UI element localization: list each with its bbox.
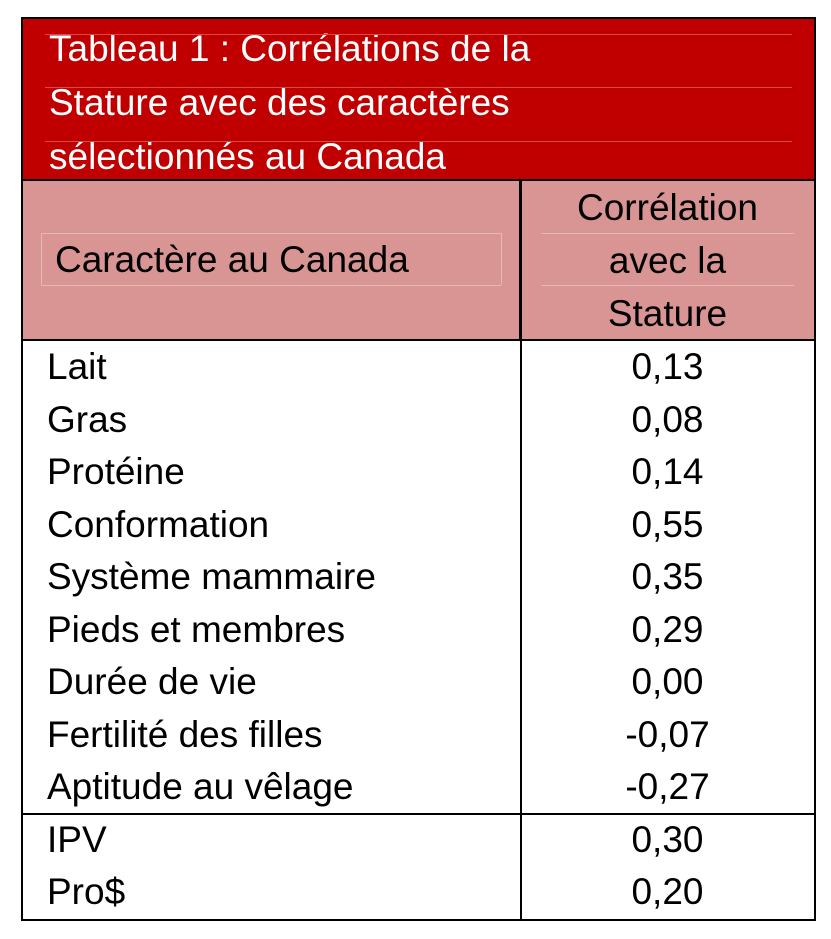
correlation-value: 0,00 <box>631 661 704 702</box>
trait-name: Système mammaire <box>47 556 376 597</box>
header-guide-line <box>541 233 794 234</box>
trait-name: Protéine <box>47 451 185 492</box>
table-row <box>23 394 814 447</box>
correlation-value: 0,55 <box>631 503 704 545</box>
header-correlation-cell <box>521 181 814 339</box>
correlation-table <box>21 17 816 921</box>
header-trait-label: Caractère au Canada <box>55 239 409 280</box>
trait-name: Lait <box>47 346 107 387</box>
table-body <box>23 341 814 919</box>
correlation-value: 0,30 <box>631 818 704 860</box>
correlation-value: -0,27 <box>625 766 710 807</box>
trait-name: Gras <box>47 398 128 440</box>
correlation-value: 0,14 <box>631 451 704 492</box>
title-line-1: Tableau 1 : Corrélations de la <box>49 28 531 69</box>
index-name: Pro$ <box>47 871 126 912</box>
title-guide-line <box>45 34 792 35</box>
table-row <box>23 551 814 604</box>
table-row <box>23 656 814 709</box>
header-correlation-line-2: avec la <box>608 240 727 281</box>
index-row <box>23 814 814 867</box>
table-row <box>23 761 814 814</box>
table-row <box>23 499 814 552</box>
header-guide-line <box>541 285 794 286</box>
index-section-divider <box>23 813 814 815</box>
correlation-value: 0,08 <box>631 398 704 440</box>
table-row <box>23 709 814 762</box>
correlation-value: 0,20 <box>631 871 704 912</box>
trait-name: Conformation <box>47 503 270 545</box>
header-trait-cell <box>23 181 521 339</box>
header-guide-line <box>41 233 501 234</box>
title-guide-line <box>45 87 792 88</box>
header-correlation-line-3: Stature <box>607 293 728 334</box>
header-guide-line <box>501 233 502 285</box>
header-guide-line <box>41 233 42 285</box>
index-row <box>23 866 814 919</box>
header-correlation-line-1: Corrélation <box>577 187 758 228</box>
title-line-2: Stature avec des caractères <box>49 82 510 123</box>
table-header <box>23 181 814 341</box>
index-name: IPV <box>47 818 107 860</box>
correlation-value: 0,13 <box>631 346 704 387</box>
correlation-value: -0,07 <box>625 713 710 755</box>
title-line-3: sélectionnés au Canada <box>49 136 447 177</box>
table-row <box>23 604 814 657</box>
correlation-value: 0,29 <box>631 608 704 650</box>
title-guide-line <box>45 141 792 142</box>
trait-name: Aptitude au vêlage <box>47 766 354 807</box>
header-guide-line <box>41 285 501 286</box>
table-row <box>23 341 814 394</box>
trait-name: Durée de vie <box>47 661 257 702</box>
correlation-value: 0,35 <box>631 556 704 597</box>
trait-name: Pieds et membres <box>47 608 346 650</box>
trait-name: Fertilité des filles <box>47 713 323 755</box>
table-title <box>23 19 814 181</box>
table-row <box>23 446 814 499</box>
